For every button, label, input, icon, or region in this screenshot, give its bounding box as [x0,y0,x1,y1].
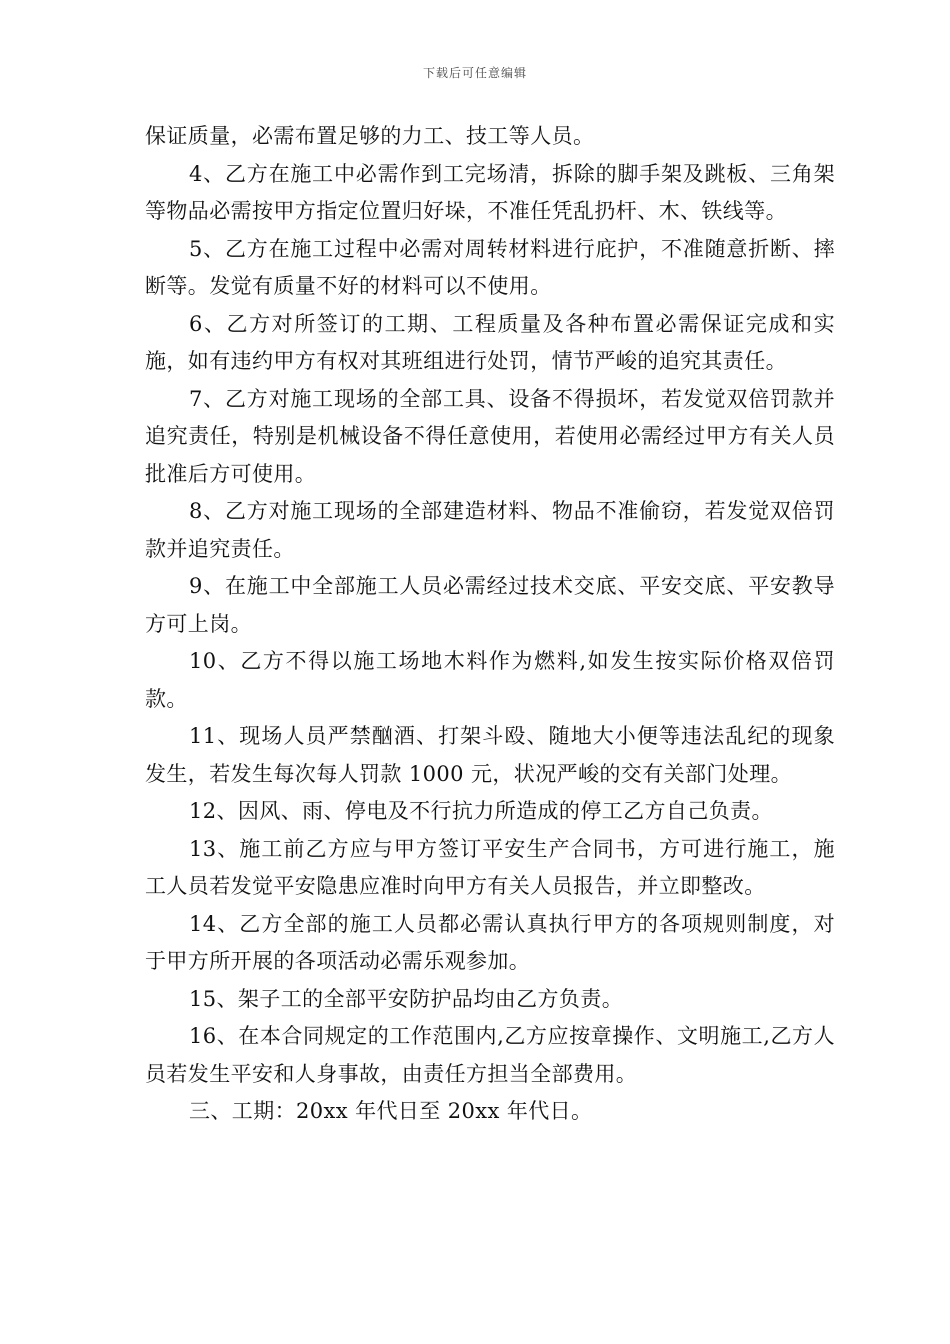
clause-6: 6、乙方对所签订的工期、工程质量及各种布置必需保证完成和实施，如有违约甲方有权对其班组进行处罚，情节严峻的追究其责任。 [145,311,835,373]
paragraph-continuation: 保证质量，必需布置足够的力工、技工等人员。 [145,124,595,148]
document-body [145,118,835,1131]
clause-15: 15、架子工的全部平安防护品均由乙方负责。 [189,986,624,1011]
clause-12: 12、因风、雨、停电及不行抗力所造成的停工乙方自己负责。 [189,799,773,823]
clause-5: 5、乙方在施工过程中必需对周转材料进行庇护，不准随意折断、摔断等。发觉有质量不好的材料可以不使用。 [145,236,835,298]
clause-14: 14、乙方全部的施工人员都必需认真执行甲方的各项规则制度，对于甲方所开展的各项活动必需乐观参加。 [145,911,835,973]
section-3-schedule: 三、工期：20xx 年代日至 20xx 年代日。 [189,1099,593,1123]
clause-16: 16、在本合同规定的工作范围内,乙方应按章操作、文明施工,乙方人员若发生平安和人身事故，由责任方担当全部费用。 [145,1024,835,1086]
page-header: 下载后可任意编辑 [422,66,527,80]
clause-4: 4、乙方在施工中必需作到工完场清，拆除的脚手架及跳板、三角架等物品必需按甲方指定位置归好垛，不准任凭乱扔杆、木、铁线等。 [145,161,835,223]
clause-8: 8、乙方对施工现场的全部建造材料、物品不准偷窃，若发觉双倍罚款并追究责任。 [145,499,835,561]
clause-11: 11、现场人员严禁酗酒、打架斗殴、随地大小便等违法乱纪的现象发生，若发生每次每人罚款 1000 元，状况严峻的交有关部门处理。 [145,724,835,786]
clause-10: 10、乙方不得以施工场地木料作为燃料,如发生按实际价格双倍罚款。 [145,649,835,711]
clause-9: 9、在施工中全部施工人员必需经过技术交底、平安交底、平安教导方可上岗。 [145,574,835,636]
clause-13: 13、施工前乙方应与甲方签订平安生产合同书，方可进行施工，施工人员若发觉平安隐患应准时向甲方有关人员报告，并立即整改。 [145,836,835,898]
clause-7: 7、乙方对施工现场的全部工具、设备不得损坏，若发觉双倍罚款并追究责任，特别是机械设备不得任意使用，若使用必需经过甲方有关人员批准后方可使用。 [145,386,835,486]
